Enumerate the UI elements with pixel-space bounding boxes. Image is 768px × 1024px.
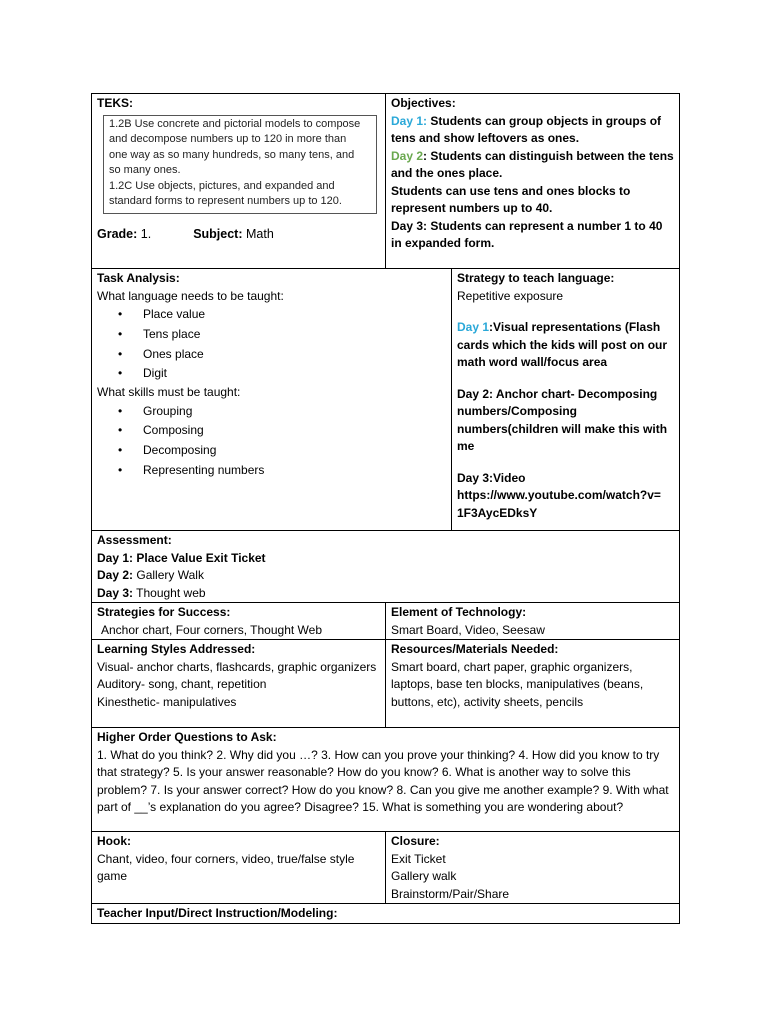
strategy-day3-label: Day 3:Video [457,470,526,485]
strategy-day1-label: Day 1 [457,320,490,334]
technology-cell [386,603,680,640]
learning-styles-cell [92,640,386,728]
list-item: • Decomposing [142,441,446,461]
list-item: • Composing [142,421,446,441]
list-item: • Grouping [142,402,446,422]
teks-line: 1.2B Use concrete and pictorial models to compose [109,117,361,130]
language-question: What language needs to be taught: [97,288,284,303]
assessment-day3: Day 3: Thought web [97,585,206,600]
teks-standards-box [103,115,377,214]
objective-day2-label: Day 2 [391,148,424,163]
closure-item: Exit Ticket [391,851,446,866]
list-item: • Tens place [142,325,446,345]
teacher-input-cell [92,904,680,924]
technology-label: Element of Technology: [391,605,527,619]
teks-line: 1.2C Use objects, pictures, and expanded and [109,179,335,192]
assessment-label: Assessment: [97,533,172,547]
closure-cell [386,832,680,904]
learning-styles-label: Learning Styles Addressed: [97,642,256,656]
strategy-day1 [457,319,674,372]
video-link-id[interactable]: 1F3AycEDksY [457,505,538,520]
closure-label: Closure: [391,834,440,848]
objectives-label: Objectives: [391,96,456,110]
strategy-day3 [457,470,674,523]
list-item: • Representing numbers [142,461,446,481]
higher-order-text: 1. What do you think? 2. Why did you …? 3. How can you prove your thinking? 4. How did you know to try that strategy? 5. Is your answer reasonable? How do you know? 6. What is another way to solve this problem? 7. Is your answer correct? How do you know? 8. Can you give me another example? 9. With what part of __’s explanation do you agree? Disagree? 15. What is something you are wondering about? [97,747,669,814]
objective-day1-text: Students can group objects in groups of tens and show leftovers as ones. [391,113,662,145]
strategy-day2: Day 2: Anchor chart- Decomposing numbers/Composing numbers(children will make this with me [457,386,668,453]
skills-question: What skills must be taught: [97,385,241,400]
resources-text: Smart board, chart paper, graphic organizers, laptops, base ten blocks, manipulatives (beans, buttons, etc), activity sheets, pencils [391,659,644,709]
language-list [97,305,446,384]
objective-day2-extra: Students can use tens and ones blocks to represent numbers up to 40. [391,183,631,215]
objective-day2-text: : Students can distinguish between the tens and the ones place. [391,148,674,180]
strategy-intro: Repetitive exposure [457,288,564,303]
learning-style-kinesthetic: Kinesthetic- manipulatives [97,694,237,709]
strategy-label: Strategy to teach language: [457,271,615,285]
subject-value: Math [245,226,274,241]
hook-label: Hook: [97,834,131,848]
strategies-success-label: Strategies for Success: [97,605,231,619]
closure-item: Gallery walk [391,869,457,883]
teks-cell [92,94,386,269]
task-analysis-label: Task Analysis: [97,271,180,285]
objective-day1-label: Day 1: [391,113,428,128]
objectives-cell [386,94,680,269]
subject-label: Subject: [193,226,243,241]
higher-order-cell [92,728,680,832]
assessment-day1: Day 1: Place Value Exit Ticket [97,550,266,565]
resources-label: Resources/Materials Needed: [391,642,559,656]
strategies-success-cell [92,603,386,640]
strategy-day1-text: :Visual representations (Flash cards which the kids will post on our math word wall/focus area [457,320,668,369]
objective-day2 [391,148,674,183]
hook-text: Chant, video, four corners, video, true/false style game [97,851,355,883]
list-item: • Digit [142,364,446,384]
strategy-cell [452,269,680,531]
grade-label: Grade: [97,226,138,241]
teks-line: one way as so many hundreds, so many tens, and [109,148,355,161]
teks-line: so many ones. [109,164,181,176]
task-strategy-table [91,268,680,531]
hook-cell [92,832,386,904]
lesson-plan-page [91,93,679,924]
technology-text: Smart Board, Video, Seesaw [391,622,545,637]
skills-list [97,402,446,481]
list-item: • Place value [142,305,446,325]
grade-value: 1. [140,226,152,241]
resources-cell [386,640,680,728]
assessment-day2: Day 2: Gallery Walk [97,568,204,582]
higher-order-label: Higher Order Questions to Ask: [97,730,277,744]
strategies-success-text: Anchor chart, Four corners, Thought Web [101,622,322,637]
learning-style-visual: Visual- anchor charts, flashcards, graphic organizers [97,659,377,674]
assessment-cell [92,531,680,603]
teks-line: standard forms to represent numbers up to 120. [109,195,342,207]
video-link[interactable]: https://www.youtube.com/watch?v= [457,488,661,502]
list-item: • Ones place [142,345,446,365]
objective-day3: Day 3: Students can represent a number 1 to 40 in expanded form. [391,218,663,250]
task-analysis-cell [92,269,452,531]
learning-style-auditory: Auditory- song, chant, repetition [97,677,267,691]
grade-subject-row [97,226,380,244]
objective-day1 [391,113,674,148]
details-table [91,530,680,924]
closure-item: Brainstorm/Pair/Share [391,886,510,901]
teacher-input-label: Teacher Input/Direct Instruction/Modeling: [97,906,338,920]
teks-objectives-table [91,93,680,269]
teks-line: and decompose numbers up to 120 in more than [109,133,347,145]
teks-label: TEKS: [97,96,133,110]
